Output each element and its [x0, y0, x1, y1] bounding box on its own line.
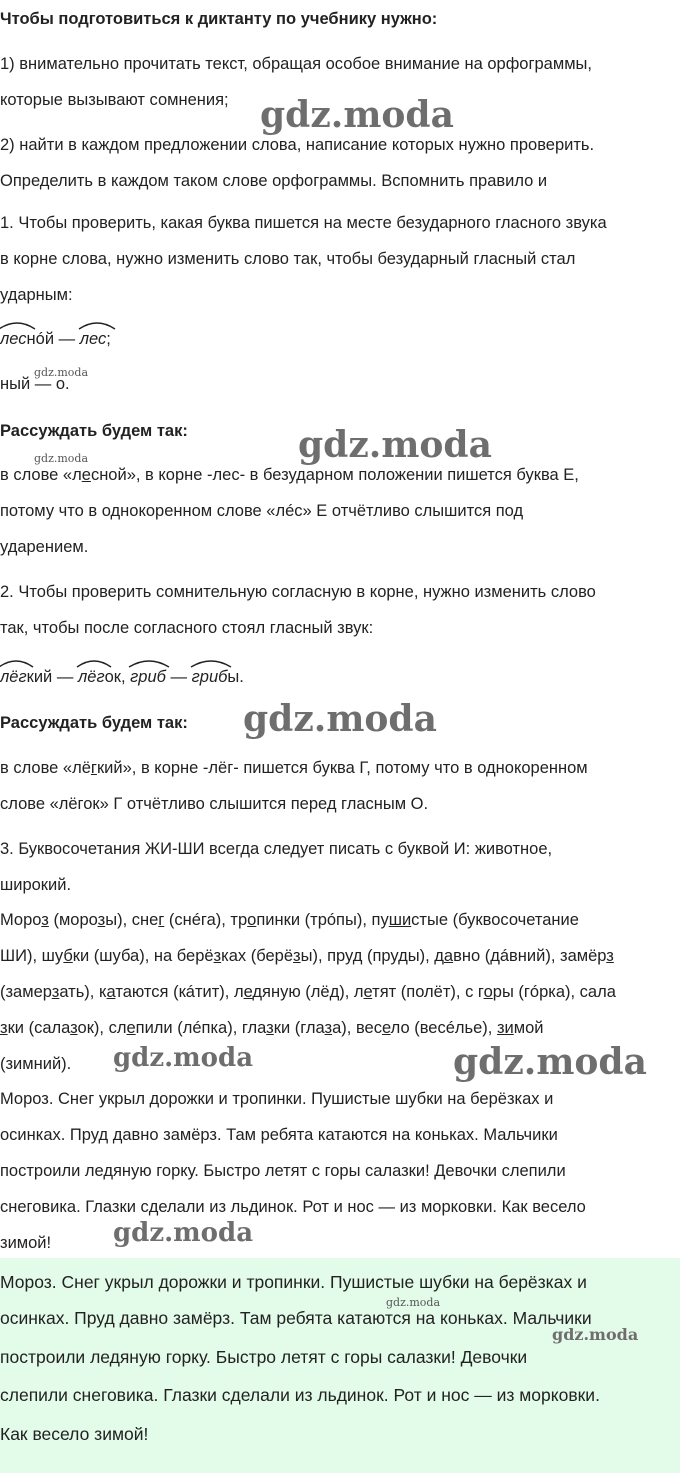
watermark: gdz.moda — [453, 1041, 647, 1083]
rule3-text-2: широкий. — [0, 876, 72, 894]
word-text: ки (шуба), на берё — [72, 947, 214, 965]
underlined-letter: и — [504, 1019, 514, 1037]
final-line: слепили снеговика. Глазки сделали из льдинок. Рот и нос — из морковки. — [0, 1385, 600, 1405]
rule2-text-2: так, чтобы после согласного стоял гласный звук: — [0, 619, 374, 637]
underlined-letter: о — [247, 911, 257, 929]
dictation-line: осинках. Пруд давно замёрз. Там ребята катаются на коньках. Мальчики — [0, 1126, 558, 1144]
rule1-text-2: в корне слова, нужно изменить слово так, чтобы безударный гласный стал — [0, 250, 576, 268]
dictation-line: снеговика. Глазки сделали из льдинок. Рот и нос — из морковки. Как весело — [0, 1198, 586, 1216]
root-mark: лёг — [0, 666, 27, 688]
word-text: ках (берё — [221, 947, 294, 965]
underlined-letter: з — [496, 1019, 505, 1037]
underlined-letter: з — [51, 983, 60, 1001]
final-line: осинках. Пруд давно замёрз. Там ребята катаются на коньках. Мальчики — [0, 1308, 592, 1328]
watermark: gdz.moda — [552, 1325, 639, 1344]
word-text: (моро — [48, 911, 98, 929]
underlined-letter: а — [443, 947, 454, 965]
watermark: gdz.moda — [113, 1218, 254, 1248]
word-text: стые (буквосочетание — [411, 911, 579, 929]
rule1-example-2: ный — о. — [0, 375, 70, 393]
rule1-reasoning: в слове «лесной», в корне -лес- в безударном положении пишется буква Е, — [0, 466, 579, 484]
final-line: Как весело зимой! — [0, 1424, 149, 1444]
underlined-letter: е — [363, 983, 373, 1001]
underlined-letter: е — [126, 1019, 136, 1037]
intro-step1-cont: которые вызывают сомнения; — [0, 91, 229, 109]
rule1-reasoning-2: потому что в однокоренном слове «лéс» Е отчётливо слышится под — [0, 502, 524, 520]
intro-step2: 2) найти в каждом предложении слова, написание которых нужно проверить. — [0, 136, 595, 154]
dictation-line: Мороз. Снег укрыл дорожки и тропинки. Пушистые шубки на берёзках и — [0, 1090, 554, 1108]
underlined-letter: з — [97, 911, 106, 929]
watermark: gdz.moda — [386, 1296, 441, 1309]
underlined-letter: д — [352, 947, 363, 965]
rule1-text: 1. Чтобы проверить, какая буква пишется на месте безударного гласного звука — [0, 214, 607, 232]
underlined-letter: ши — [388, 911, 412, 929]
underlined-letter: д — [398, 947, 408, 965]
watermark: gdz.moda — [34, 366, 89, 379]
word-text: (замер — [0, 983, 52, 1001]
underlined-letter: а — [106, 983, 116, 1001]
word-text: ы), д — [407, 947, 444, 965]
checked-words-line — [0, 909, 579, 931]
rule2-reasoning-heading: Рассуждать будем так: — [0, 714, 188, 732]
word-text: мой — [513, 1019, 544, 1037]
checked-words-line — [0, 1053, 71, 1075]
intro-step2-cont: Определить в каждом таком слове орфограммы. Вспомнить правило и — [0, 172, 548, 190]
rule1-reasoning-3: ударением. — [0, 538, 89, 556]
word-text: ки (сала — [7, 1019, 71, 1037]
underlined-letter: е — [243, 983, 253, 1001]
root-mark: лёг — [78, 666, 105, 688]
underlined-letter: з — [293, 947, 301, 965]
final-line: построили ледяную горку. Быстро летят с горы салазки! Девочки — [0, 1347, 528, 1367]
word-text: ры (гóрка), сала — [492, 983, 616, 1001]
watermark: gdz.moda — [298, 424, 492, 466]
root-mark: гриб — [192, 666, 228, 688]
word-text: (зимний). — [0, 1055, 72, 1073]
dictation-line: зимой! — [0, 1234, 52, 1252]
word-text: ок), сл — [77, 1019, 127, 1037]
watermark: gdz.moda — [113, 1043, 254, 1073]
checked-words-line — [0, 981, 616, 1003]
underlined-letter: з — [213, 947, 222, 965]
rule1-reasoning-heading: Рассуждать будем так: — [0, 422, 188, 440]
word-text: Моро — [0, 911, 42, 929]
word-text: пили (лéпка), гла — [135, 1019, 267, 1037]
word-text: ШИ), шу — [0, 947, 64, 965]
underlined-letter: з — [606, 947, 614, 965]
final-line: Мороз. Снег укрыл дорожки и тропинки. Пушистые шубки на берёзках и — [0, 1272, 587, 1292]
underlined-letter: б — [63, 947, 73, 965]
word-text: вно (дáвний), замёр — [453, 947, 607, 965]
checked-words-line — [0, 1017, 544, 1039]
word-text: таются (кáтит), л — [115, 983, 244, 1001]
rule2-text: 2. Чтобы проверить сомнительную согласную в корне, нужно изменить слово — [0, 583, 596, 601]
underlined-letter: г — [158, 911, 165, 929]
word-text: (снéга), тр — [164, 911, 248, 929]
rule3-text: 3. Буквосочетания ЖИ-ШИ всегда следует писать с буквой И: животное, — [0, 840, 553, 858]
watermark: gdz.moda — [243, 698, 437, 740]
word-text: дяную (лёд), л — [252, 983, 364, 1001]
underlined-letter: з — [266, 1019, 274, 1037]
watermark: gdz.moda — [260, 94, 454, 136]
word-text: ать), к — [59, 983, 107, 1001]
word-text: (пру — [362, 947, 399, 965]
word-text: ки (гла — [273, 1019, 325, 1037]
watermark: gdz.moda — [34, 452, 89, 465]
underlined-letter: з — [324, 1019, 333, 1037]
dictation-line: построили ледяную горку. Быстро летят с горы салазки! Девочки слепили — [0, 1162, 566, 1180]
root-mark: гриб — [130, 666, 166, 688]
underlined-letter: з — [41, 911, 49, 929]
underlined-letter: е — [381, 1019, 391, 1037]
rule2-example: лёгкий — лёгок, гриб — грибы. — [0, 666, 244, 688]
underlined-letter: з — [70, 1019, 78, 1037]
word-text: ло (весéлье), — [390, 1019, 497, 1037]
rule1-example: леснóй — лес; — [0, 328, 111, 350]
word-text: тят (полёт), с г — [372, 983, 484, 1001]
underlined-letter: з — [0, 1019, 8, 1037]
underlined-letter: о — [483, 983, 493, 1001]
rule2-reasoning: в слове «лёгкий», в корне -лёг- пишется буква Г, потому что в однокоренном — [0, 759, 588, 777]
intro-heading: Чтобы подготовиться к диктанту по учебнику нужно: — [0, 10, 438, 28]
word-text: а), вес — [332, 1019, 382, 1037]
word-text: ы), сне — [105, 911, 159, 929]
word-text: ы), пру — [300, 947, 353, 965]
rule1-text-3: ударным: — [0, 286, 73, 304]
intro-step1: 1) внимательно прочитать текст, обращая особое внимание на орфограммы, — [0, 55, 592, 73]
checked-words-line — [0, 945, 614, 967]
rule2-reasoning-2: слове «лёгок» Г отчётливо слышится перед гласным О. — [0, 795, 429, 813]
word-text: пинки (трóпы), пу — [256, 911, 389, 929]
root-mark: лес — [0, 328, 27, 350]
root-mark: лес — [80, 328, 107, 350]
